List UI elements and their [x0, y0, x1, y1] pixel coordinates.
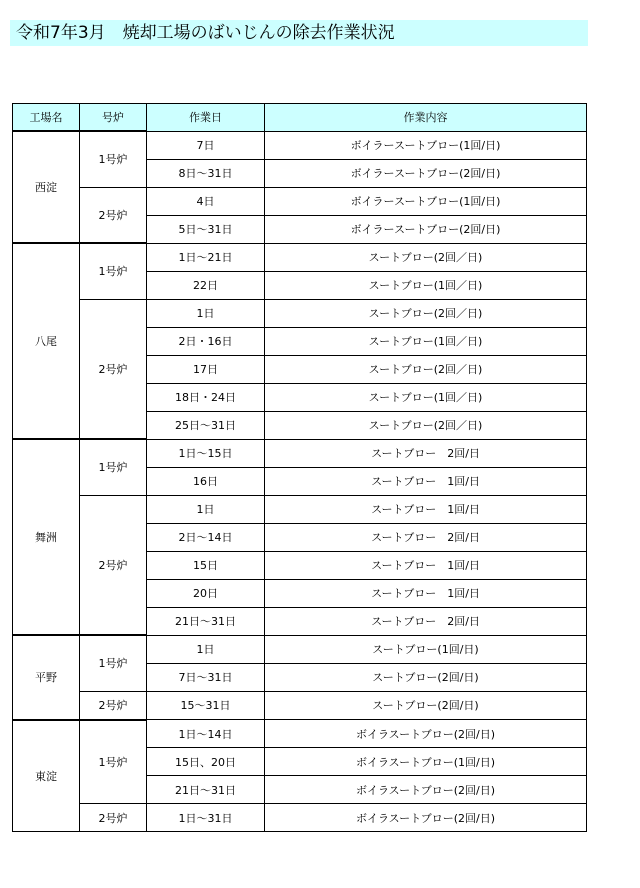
furnace-cell: 1号炉	[80, 131, 147, 187]
work-content-cell: スートブロー(1回／日)	[265, 327, 587, 355]
header-plant: 工場名	[13, 104, 80, 132]
work-date-cell: 1日	[147, 635, 265, 663]
table-row	[13, 243, 587, 271]
plant-name-cell: 八尾	[13, 243, 80, 439]
work-date-cell: 17日	[147, 355, 265, 383]
header-row	[13, 104, 587, 132]
furnace-cell: 2号炉	[80, 299, 147, 439]
furnace-cell: 2号炉	[80, 495, 147, 635]
work-date-cell: 1日～31日	[147, 804, 265, 832]
work-date-cell: 1日	[147, 495, 265, 523]
work-date-cell: 8日～31日	[147, 159, 265, 187]
work-date-cell: 15～31日	[147, 691, 265, 720]
work-content-cell: スートブロー(2回/日)	[265, 663, 587, 691]
table-row	[13, 131, 587, 159]
plant-name-cell: 平野	[13, 635, 80, 720]
table-body	[13, 131, 587, 832]
table-row	[13, 187, 587, 215]
work-date-cell: 1日	[147, 299, 265, 327]
work-date-cell: 25日～31日	[147, 411, 265, 439]
plant-name-cell: 東淀	[13, 720, 80, 832]
work-date-cell: 21日～31日	[147, 607, 265, 635]
work-date-cell: 16日	[147, 467, 265, 495]
header-work-date: 作業日	[147, 104, 265, 132]
work-content-cell: ボイラースートブロー(2回/日)	[265, 215, 587, 243]
furnace-cell: 2号炉	[80, 187, 147, 243]
work-content-cell: スートブロー(2回／日)	[265, 355, 587, 383]
work-content-cell: スートブロー 2回/日	[265, 439, 587, 467]
work-content-cell: スートブロー 2回/日	[265, 523, 587, 551]
work-date-cell: 21日～31日	[147, 776, 265, 804]
work-date-cell: 7日	[147, 131, 265, 159]
table-row	[13, 720, 587, 748]
table-row	[13, 439, 587, 467]
work-content-cell: スートブロー 1回/日	[265, 551, 587, 579]
work-date-cell: 1日～14日	[147, 720, 265, 748]
table-row	[13, 804, 587, 832]
work-date-cell: 15日、20日	[147, 748, 265, 776]
table-row	[13, 691, 587, 720]
work-date-cell: 1日～15日	[147, 439, 265, 467]
work-content-cell: ボイラースートブロー(1回/日)	[265, 187, 587, 215]
work-content-cell: スートブロー(1回／日)	[265, 383, 587, 411]
header-work-content: 作業内容	[265, 104, 587, 132]
work-date-cell: 7日～31日	[147, 663, 265, 691]
header-furnace: 号炉	[80, 104, 147, 132]
work-content-cell: ボイラスートブロー(2回/日)	[265, 776, 587, 804]
work-content-cell: スートブロー(2回／日)	[265, 243, 587, 271]
plant-name-cell: 西淀	[13, 131, 80, 243]
furnace-cell: 1号炉	[80, 243, 147, 299]
table-row	[13, 299, 587, 327]
work-content-cell: スートブロー 1回/日	[265, 579, 587, 607]
work-content-cell: ボイラスートブロー(1回/日)	[265, 748, 587, 776]
work-content-cell: ボイラースートブロー(1回/日)	[265, 131, 587, 159]
work-date-cell: 20日	[147, 579, 265, 607]
work-content-cell: スートブロー(2回／日)	[265, 411, 587, 439]
work-content-cell: スートブロー 2回/日	[265, 607, 587, 635]
work-content-cell: スートブロー(2回/日)	[265, 691, 587, 720]
work-content-cell: ボイラースートブロー(2回/日)	[265, 159, 587, 187]
work-date-cell: 18日・24日	[147, 383, 265, 411]
work-date-cell: 2日～14日	[147, 523, 265, 551]
furnace-cell: 1号炉	[80, 635, 147, 691]
work-content-cell: ボイラスートブロー(2回/日)	[265, 720, 587, 748]
table-header	[13, 104, 587, 132]
work-content-cell: スートブロー(2回／日)	[265, 299, 587, 327]
work-date-cell: 15日	[147, 551, 265, 579]
work-content-cell: スートブロー 1回/日	[265, 467, 587, 495]
table-row	[13, 495, 587, 523]
work-content-cell: スートブロー(1回／日)	[265, 271, 587, 299]
work-date-cell: 4日	[147, 187, 265, 215]
work-date-cell: 2日・16日	[147, 327, 265, 355]
work-date-cell: 22日	[147, 271, 265, 299]
furnace-cell: 2号炉	[80, 691, 147, 720]
title-bar	[10, 20, 588, 46]
work-content-cell: スートブロー 1回/日	[265, 495, 587, 523]
table-row	[13, 635, 587, 663]
plant-name-cell: 舞洲	[13, 439, 80, 635]
furnace-cell: 1号炉	[80, 439, 147, 495]
work-status-table	[12, 103, 587, 832]
work-date-cell: 5日～31日	[147, 215, 265, 243]
work-content-cell: スートブロー(1回/日)	[265, 635, 587, 663]
furnace-cell: 2号炉	[80, 804, 147, 832]
page-title: 令和7年3月 焼却工場のばいじんの除去作業状況	[16, 23, 395, 43]
work-date-cell: 1日～21日	[147, 243, 265, 271]
furnace-cell: 1号炉	[80, 720, 147, 804]
work-content-cell: ボイラスートブロー(2回/日)	[265, 804, 587, 832]
